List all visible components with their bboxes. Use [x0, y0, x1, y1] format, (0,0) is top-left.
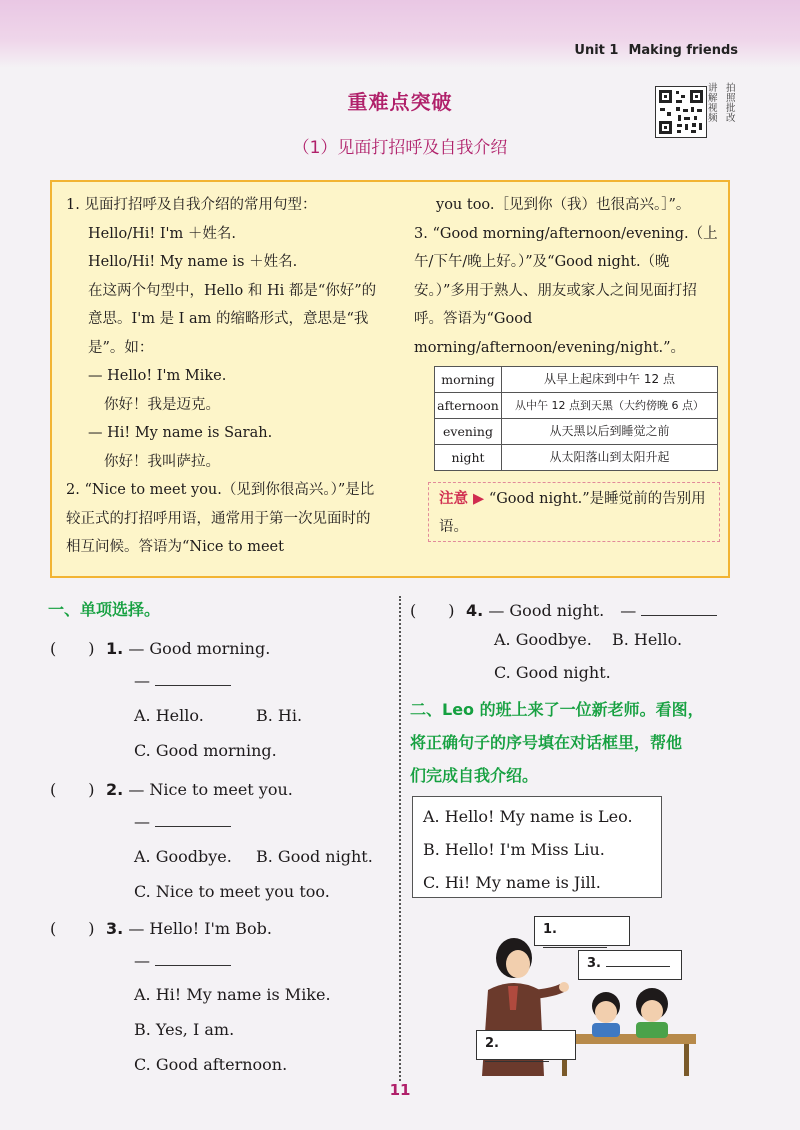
- qr-label-char: 照: [726, 93, 736, 104]
- answer-bracket[interactable]: ( ): [50, 780, 95, 799]
- boy-shirt: [592, 1023, 620, 1037]
- answer-blank[interactable]: [155, 671, 231, 686]
- bubble-number: 1.: [543, 922, 557, 937]
- option-b: B. Yes, I am.: [134, 1020, 235, 1039]
- key-points-right-column: [414, 191, 720, 542]
- example-1-translation: 你好！我是迈克。: [104, 396, 220, 413]
- time-of-day-table: [434, 366, 718, 471]
- table-cell-term: afternoon: [435, 393, 502, 419]
- speech-bubble-3[interactable]: [578, 950, 682, 980]
- table-cell-term: evening: [435, 419, 502, 445]
- speech-bubble-2[interactable]: [476, 1030, 576, 1060]
- qr-label-char: 讲: [708, 83, 718, 94]
- reply-dash: —: [134, 812, 150, 831]
- question-prompt: — Good morning.: [128, 639, 271, 658]
- bubble-blank: [543, 937, 607, 948]
- notice-text: “Good night.”是睡觉前的告别用语。: [439, 491, 706, 535]
- table-cell-meaning: 从早上起床到中午 12 点: [502, 367, 718, 393]
- section-2-title-line-1: 二、Leo 的班上来了一位新老师。看图，: [410, 700, 704, 719]
- table-cell-term: morning: [435, 367, 502, 393]
- unit-topic: Making friends: [628, 43, 738, 58]
- table-row: [435, 445, 718, 471]
- teacher-face: [506, 950, 530, 978]
- page-title: 重难点突破: [347, 90, 453, 114]
- question-number: 1.: [106, 639, 124, 658]
- pattern-1: Hello/Hi! I'm ＋姓名.: [88, 225, 237, 242]
- bubble-blank: [606, 956, 670, 967]
- example-2: — Hi! My name is Sarah.: [88, 425, 273, 441]
- reply-dash: —: [134, 951, 150, 970]
- answer-bracket[interactable]: ( ): [50, 919, 95, 938]
- table-row: [435, 393, 718, 419]
- option-c: C. Good night.: [494, 663, 611, 682]
- qr-code-icon[interactable]: [655, 86, 707, 138]
- option-c: C. Good afternoon.: [134, 1055, 288, 1074]
- question-2: [50, 777, 293, 800]
- option-b: B. Hi.: [256, 706, 303, 725]
- option-c: C. Good morning.: [134, 741, 277, 760]
- desk-top: [556, 1034, 696, 1044]
- girl-face: [641, 1000, 663, 1022]
- note-explanation: 在这两个句型中，Hello 和 Hi 都是“你好”的意思。I'm 是 I am 的缩略形式，意思是“我是”。如：: [88, 282, 377, 356]
- qr-label-char: 视: [708, 103, 718, 114]
- unit-header: [574, 43, 738, 58]
- option-a: A. Goodbye.: [494, 630, 592, 649]
- question-1: [50, 636, 270, 659]
- option-a: A. Hi! My name is Mike.: [134, 985, 331, 1004]
- sentence-option-a: A. Hello! My name is Leo.: [423, 807, 633, 826]
- pattern-2: Hello/Hi! My name is ＋姓名.: [88, 254, 298, 270]
- boy-face: [595, 1001, 617, 1023]
- note-point-2: 2. “Nice to meet you.（见到你很高兴。）”是比较正式的打招呼用语，通常用于第一次见面时的相互问候。答语为“Nice to meet: [66, 482, 375, 555]
- option-b: B. Hello.: [612, 630, 683, 649]
- option-b: B. Good night.: [256, 847, 373, 866]
- bubble-number: 3.: [587, 956, 601, 971]
- qr-label-char: 批: [726, 103, 736, 114]
- unit-label: Unit 1: [574, 43, 619, 58]
- sentence-option-c: C. Hi! My name is Jill.: [423, 873, 601, 892]
- example-1: — Hello! I'm Mike.: [88, 368, 227, 384]
- table-row: [435, 419, 718, 445]
- option-c: C. Nice to meet you too.: [134, 882, 330, 901]
- notice-tag: 注意 ▶: [439, 491, 485, 507]
- answer-blank[interactable]: [641, 601, 717, 616]
- option-a: A. Goodbye.: [134, 847, 232, 866]
- page-number: 11: [389, 1081, 411, 1099]
- notice-box: [428, 482, 720, 542]
- answer-bracket[interactable]: ( ): [410, 601, 455, 620]
- answer-blank[interactable]: [155, 951, 231, 966]
- question-number: 3.: [106, 919, 124, 938]
- reply-line-2: [134, 812, 231, 831]
- key-points-box: [50, 180, 730, 578]
- page-subtitle: （1）见面打招呼及自我介绍: [292, 138, 508, 158]
- table-cell-term: night: [435, 445, 502, 471]
- question-number: 4.: [466, 601, 484, 620]
- qr-label-char: 频: [708, 113, 718, 124]
- table-row: [435, 367, 718, 393]
- question-4: [410, 598, 717, 621]
- qr-label-char: 解: [708, 93, 718, 104]
- reply-line-3: [134, 951, 231, 970]
- table-cell-meaning: 从太阳落山到太阳升起: [502, 445, 718, 471]
- question-prompt: — Nice to meet you.: [128, 780, 293, 799]
- reply-line-1: [134, 671, 231, 690]
- qr-label-char: 拍: [726, 83, 736, 94]
- note-point-2-continued: you too.［见到你（我）也很高兴。］”。: [436, 197, 691, 213]
- speech-bubble-1[interactable]: [534, 916, 630, 946]
- qr-code-label: [708, 84, 742, 124]
- option-a: A. Hello.: [134, 706, 204, 725]
- reply-dash: —: [134, 671, 150, 690]
- table-cell-meaning: 从中午 12 点到天黑（大约傍晚 6 点）: [502, 393, 718, 419]
- section-2-title-line-3: 们完成自我介绍。: [410, 766, 539, 785]
- sentence-option-b: B. Hello! I'm Miss Liu.: [423, 840, 605, 859]
- qr-label-char: 改: [726, 113, 736, 124]
- question-prompt: — Good night. —: [488, 601, 637, 620]
- question-prompt: — Hello! I'm Bob.: [128, 919, 272, 938]
- bubble-blank: [485, 1051, 549, 1062]
- question-3: [50, 916, 272, 939]
- note-point-3: 3. “Good morning/afternoon/evening.（上午/下午/晚上好。）”及“Good night.（晚安。）”多用于熟人、朋友或家人之间见面打招呼。答语为“Good morning/afternoon/evening/night.”。: [414, 225, 718, 356]
- section-1-title: 一、单项选择。: [48, 600, 161, 619]
- section-2-title-line-2: 将正确句子的序号填在对话框里，帮他: [410, 733, 683, 752]
- key-points-left-column: [66, 191, 382, 562]
- answer-blank[interactable]: [155, 812, 231, 827]
- column-divider: [399, 596, 401, 1081]
- note-point-1: 1. 见面打招呼及自我介绍的常用句型：: [66, 197, 317, 213]
- example-2-translation: 你好！我叫萨拉。: [104, 453, 220, 470]
- answer-bracket[interactable]: ( ): [50, 639, 95, 658]
- question-number: 2.: [106, 780, 124, 799]
- table-cell-meaning: 从天黑以后到睡觉之前: [502, 419, 718, 445]
- bubble-number: 2.: [485, 1036, 499, 1051]
- girl-shirt: [636, 1022, 668, 1038]
- sentence-options-box: [412, 796, 662, 898]
